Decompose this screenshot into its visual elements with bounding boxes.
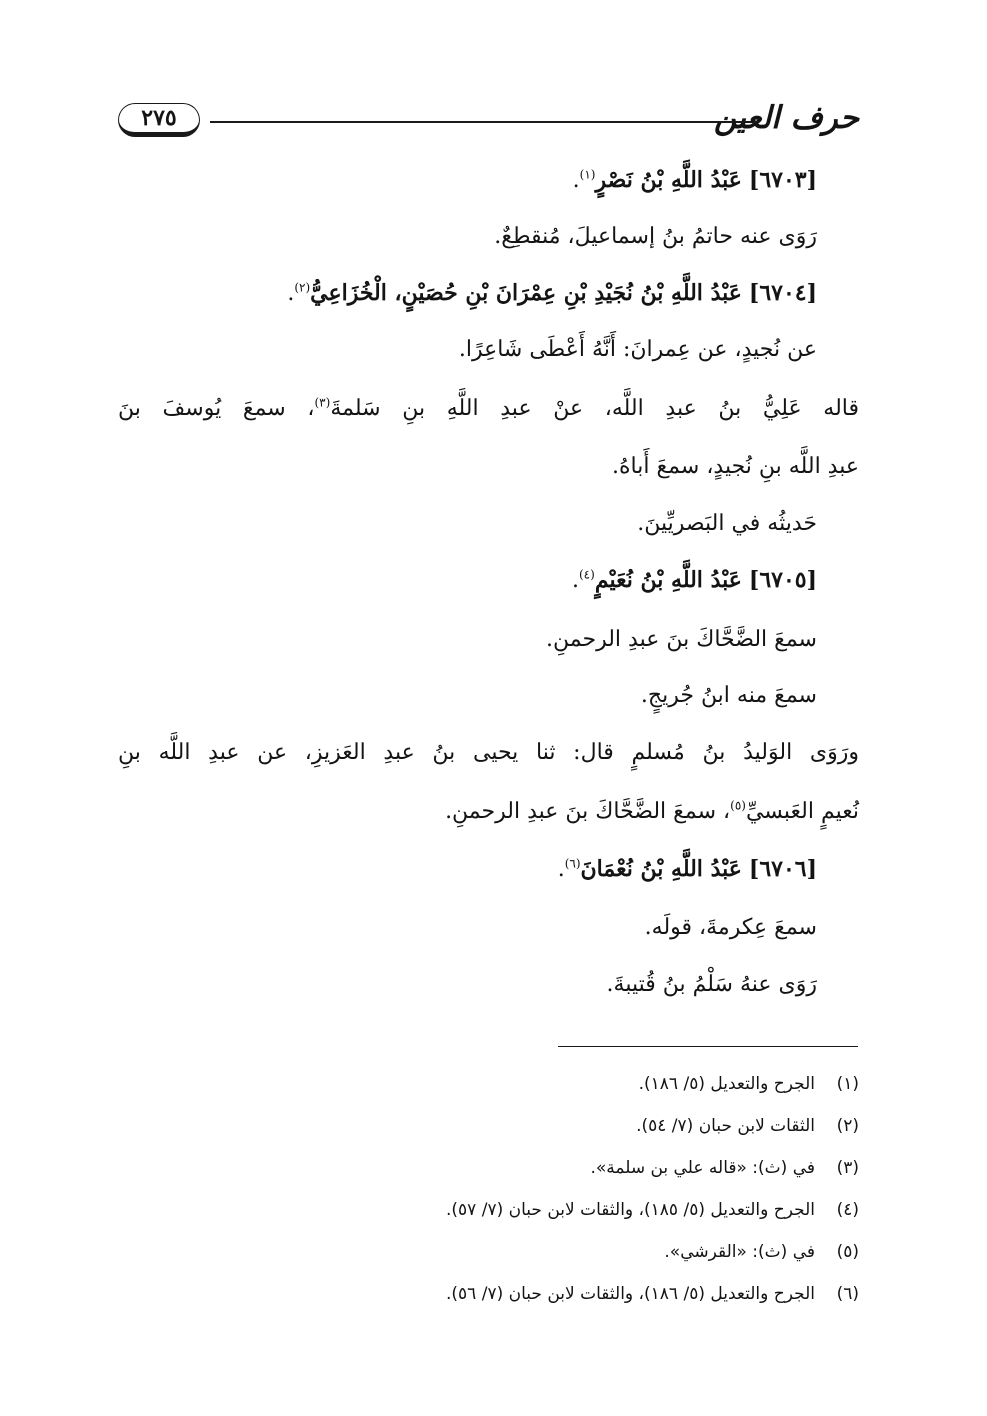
footnote	[639, 1068, 859, 1100]
entry-number: [٦٧٠٣]	[748, 167, 817, 193]
entry-number: [٦٧٠٦]	[748, 856, 817, 882]
footnote-number: (٣)	[836, 1158, 859, 1178]
entry-number: [٦٧٠٥]	[748, 567, 817, 593]
entry-heading	[287, 273, 817, 314]
text-segment: نُعيمٍ العَبسيِّ	[745, 799, 859, 824]
footnote	[590, 1152, 859, 1184]
footnote	[664, 1236, 859, 1268]
page-number-badge: ٢٧٥	[118, 103, 200, 137]
footnote-number: (١)	[836, 1074, 859, 1094]
entry-name: عَبْدُ اللَّهِ بْنُ نُجَيْدِ بْنِ عِمْرَانَ بْنِ حُصَيْنٍ، الْخُزَاعِيُّ	[310, 280, 742, 306]
footnote-marker: (٤)	[578, 567, 595, 582]
entry-heading	[558, 849, 817, 890]
text-segment: ورَوَى الوَليدُ بنُ مُسلمٍ قال: ثنا يحيى بنُ عبدِ العَزيزِ، عن عبدِ اللَّه بنِ	[118, 740, 859, 765]
footnote-marker: (٥)	[730, 798, 746, 813]
text-line: حَديثُه في البَصريِّينَ.	[637, 511, 817, 536]
text-line-continuation: عبدِ اللَّه بنِ نُجيدٍ، سمعَ أَباهُ.	[612, 454, 859, 479]
entry-heading	[573, 160, 817, 201]
footnote	[446, 1278, 859, 1310]
footnote-number: (٢)	[836, 1116, 859, 1136]
footnote	[636, 1110, 859, 1142]
footnote-marker: (٦)	[564, 856, 581, 871]
entry-tail: .	[572, 168, 580, 193]
header-rule	[210, 121, 758, 123]
entry-name: عَبْدُ اللَّهِ بْنُ نُعَيْمٍ	[594, 567, 742, 593]
footnote-number: (٥)	[836, 1242, 859, 1262]
text-line: رَوَى عنهُ سَلْمُ بنُ قُتيبةَ.	[606, 972, 817, 997]
text-segment: ، سمعَ الضَّحَّاكَ بنَ عبدِ الرحمنِ.	[445, 799, 731, 824]
footnote-text: الجرح والتعديل (٥/ ١٨٦)، والثقات لابن حبان (٧/ ٥٦).	[446, 1284, 815, 1304]
entry-heading	[572, 560, 817, 601]
text-line: رَوَى عنه حاتمُ بنُ إسماعيلَ، مُنقطِعٌ.	[494, 224, 817, 249]
text-line: سمعَ الضَّحَّاكَ بنَ عبدِ الرحمنِ.	[546, 627, 817, 652]
footnote-text: الجرح والتعديل (٥/ ١٨٦).	[638, 1074, 815, 1094]
entry-tail: .	[571, 568, 579, 593]
footnote-marker: (١)	[579, 167, 596, 182]
entry-number: [٦٧٠٤]	[748, 280, 817, 306]
text-line: عن نُجيدٍ، عن عِمرانَ: أَنَّهُ أَعْطَى شَاعِرًا.	[458, 337, 817, 362]
footnote-text: في (ث): «القرشي».	[664, 1242, 815, 1262]
text-line-justified	[118, 389, 859, 429]
footnote-number: (٤)	[836, 1200, 859, 1220]
footnote	[446, 1194, 859, 1226]
entry-tail: .	[287, 281, 295, 306]
footnote-text: في (ث): «قاله علي بن سلمة».	[590, 1158, 815, 1178]
footnote-text: الثقات لابن حبان (٧/ ٥٤).	[636, 1116, 815, 1136]
footnote-marker: (٢)	[294, 280, 311, 295]
text-line: سمعَ منه ابنُ جُريجٍ.	[640, 683, 817, 708]
text-line-continuation	[445, 792, 859, 832]
footnote-number: (٦)	[836, 1284, 859, 1304]
text-segment: قاله عَلِيُّ بنُ عبدِ اللَّه، عنْ عبدِ اللَّهِ بنِ سَلمةَ	[330, 396, 859, 421]
footnote-marker: (٣)	[314, 395, 331, 410]
footnote-separator	[558, 1046, 858, 1047]
entry-name: عَبْدُ اللَّهِ بْنُ نَصْرٍ	[595, 167, 742, 193]
footnote-text: الجرح والتعديل (٥/ ١٨٥)، والثقات لابن حبان (٧/ ٥٧).	[446, 1200, 815, 1220]
running-header-title: حرف العين	[713, 100, 859, 136]
text-line: سمعَ عِكرمةَ، قولَه.	[644, 915, 817, 940]
text-line-justified	[118, 733, 859, 773]
entry-name: عَبْدُ اللَّهِ بْنُ نُعْمَانَ	[580, 856, 742, 882]
entry-tail: .	[557, 857, 565, 882]
text-segment: ، سمعَ يُوسفَ بنَ	[118, 396, 315, 421]
